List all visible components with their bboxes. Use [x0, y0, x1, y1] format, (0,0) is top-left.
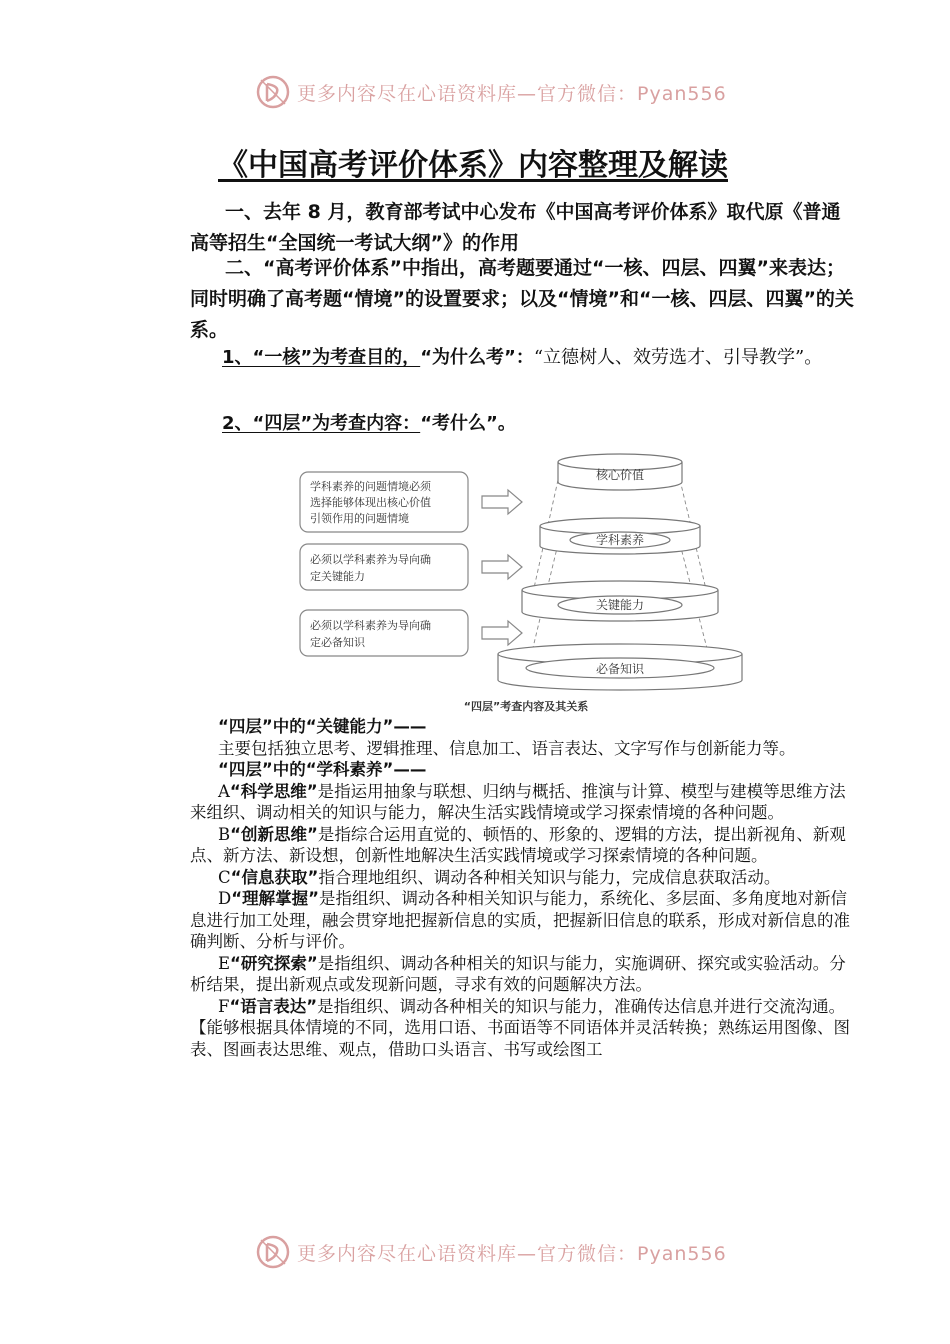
point-two: [190, 410, 855, 438]
svg-text:必须以学科素养为导向确: 必须以学科素养为导向确: [310, 619, 431, 632]
literacy-item-label: E: [218, 953, 231, 973]
intro-paragraph-1: 一、去年 8 月，教育部考试中心发布《中国高考评价体系》取代原《普通高等招生“全国统一考试大纲”》的作用: [190, 201, 841, 254]
literacy-item-label: A: [218, 781, 230, 801]
literacy-item-term: “信息获取”: [230, 867, 319, 887]
literacy-item-label: D: [218, 889, 232, 908]
ability-heading: “四层”中的“关键能力”——: [218, 717, 427, 736]
watermark-footer: [255, 1232, 727, 1272]
literacy-item: [190, 824, 858, 867]
point-one: [190, 344, 855, 372]
literacy-item-text: 指合理地组织、调动各种相关知识与能力，完成信息获取活动。: [318, 867, 781, 887]
diagram-box-1: [296, 448, 468, 532]
layer-cylinder-3: [522, 581, 718, 621]
literacy-item-text: 是指组织、调动各种相关知识与能力，系统化、多层面、多角度地对新信息进行加工处理，融会贯穿地把握新信息的实质，把握新旧信息的联系，形成对新信息的准确判断、分析与评价。: [190, 889, 850, 951]
layer-label-1: 核心价值: [595, 468, 645, 482]
diagram-caption: “四层”考查内容及其关系: [463, 700, 589, 713]
body-sections: [190, 716, 858, 1060]
intro-paragraph-2: 二、“高考评价体系”中指出，高考题要通过“一核、四层、四翼”来表达；同时明确了高考题“情境”的设置要求；以及“情境”和“一核、四层、四翼”的关系。: [190, 257, 854, 341]
ability-body: 主要包括独立思考、逻辑推理、信息加工、语言表达、文字写作与创新能力等。: [218, 738, 796, 758]
layer-cylinder-1: [558, 454, 682, 490]
literacy-heading: “四层”中的“学科素养”——: [218, 760, 427, 779]
layer-cylinder-4: [498, 644, 742, 690]
literacy-item-term: “理解掌握”: [231, 889, 319, 908]
watermark-text: 更多内容尽在心语资料库—官方微信：Pyan556: [297, 82, 727, 105]
layer-label-3: 关键能力: [595, 598, 645, 612]
literacy-item-label: C: [218, 867, 231, 887]
literacy-item-term: “研究探索”: [230, 953, 318, 973]
literacy-items: [190, 781, 858, 1061]
literacy-item: [190, 781, 858, 824]
literacy-item: [190, 996, 858, 1061]
layer-cylinder-2: [540, 518, 700, 554]
arrow-2-icon: [482, 555, 522, 579]
svg-text:引领作用的问题情境: 引领作用的问题情境: [310, 512, 409, 525]
literacy-item: [190, 867, 858, 889]
literacy-item-label: F: [218, 996, 230, 1016]
watermark-text: 更多内容尽在心语资料库—官方微信：Pyan556: [297, 1242, 727, 1265]
svg-text:定必备知识: 定必备知识: [310, 636, 365, 649]
literacy-item: [190, 953, 858, 996]
watermark-header: [255, 72, 727, 112]
literacy-item-term: “科学思维”: [229, 781, 318, 801]
point-two-heading: 2、“四层”为考查内容：: [222, 413, 421, 434]
svg-text:必须以学科素养为导向确: 必须以学科素养为导向确: [310, 553, 431, 566]
arrow-3-icon: [482, 621, 522, 645]
point-one-question: “为什么考”：: [420, 347, 534, 368]
literacy-item-text: 是指组织、调动各种相关的知识与能力，实施调研、探究或实验活动。分析结果，提出新观点或发现新问题，寻求有效的问题解决方法。: [190, 953, 846, 994]
literacy-item-text: 是指综合运用直觉的、顿悟的、形象的、逻辑的方法，提出新视角、新观点、新方法、新设想，创新性地解决生活实践情境或学习探索情境的各种问题。: [190, 824, 846, 865]
literacy-item-text: 是指组织、调动各种相关的知识与能力，准确传达信息并进行交流沟通。【能够根据具体情境的不同，选用口语、书面语等不同语体并灵活转换；熟练运用图像、图表、图画表达思维、观点，借助口头语言、书写或绘图工: [190, 996, 850, 1059]
point-one-body: “立德树人、效劳选才、引导教学”。: [533, 347, 823, 368]
layer-label-2: 学科素养: [595, 533, 645, 547]
arrow-1-icon: [482, 490, 522, 514]
svg-text:学科素养的问题情境必须: 学科素养的问题情境必须: [310, 480, 431, 493]
literacy-item-term: “创新思维”: [230, 824, 318, 844]
page-title: 《中国高考评价体系》内容整理及解读: [218, 148, 728, 183]
literacy-item: [190, 888, 858, 953]
logo-icon: [255, 74, 291, 110]
literacy-item-text: 是指运用抽象与联想、归纳与概括、推演与计算、模型与建模等思维方法来组织、调动相关的知识与能力，解决生活实践情境或学习探索情境的各种问题。: [190, 781, 846, 822]
literacy-item-term: “语言表达”: [229, 996, 318, 1016]
svg-text:定关键能力: 定关键能力: [310, 570, 365, 583]
point-two-question: “考什么”。: [420, 413, 516, 434]
layer-label-4: 必备知识: [595, 662, 645, 676]
literacy-item-label: B: [218, 824, 231, 844]
point-one-heading: 1、“一核”为考查目的，: [222, 347, 421, 368]
logo-icon: [255, 1234, 291, 1270]
svg-text:选择能够体现出核心价值: 选择能够体现出核心价值: [310, 496, 431, 509]
four-layers-diagram: [296, 448, 756, 716]
